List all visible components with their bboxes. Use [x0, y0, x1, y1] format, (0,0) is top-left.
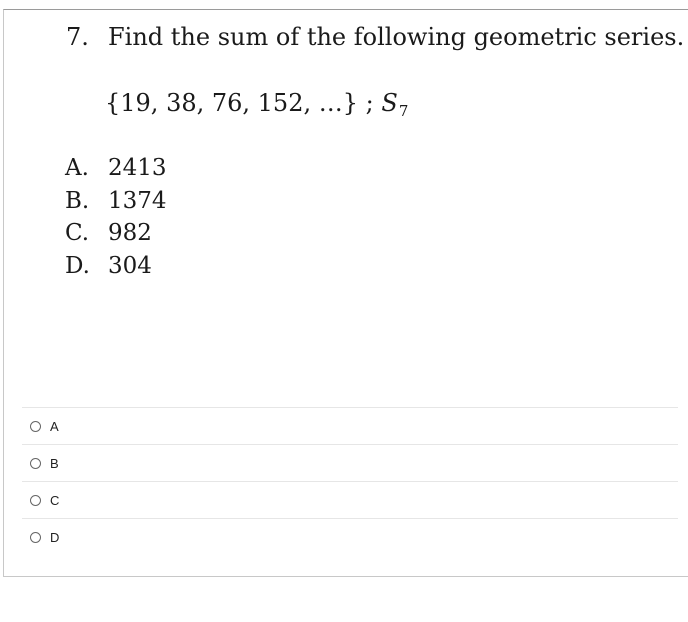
question-number: 7.	[66, 23, 89, 51]
choice-item	[65, 152, 167, 185]
choice-value: 304	[108, 252, 152, 279]
radio-button-c[interactable]	[30, 495, 41, 506]
choice-letter: A.	[65, 155, 89, 181]
choice-letter: B.	[65, 187, 90, 214]
series-expression	[105, 89, 408, 120]
choice-list	[65, 152, 167, 282]
sum-term	[381, 89, 409, 120]
sum-subscript: 7	[398, 102, 409, 120]
choice-item	[65, 185, 167, 218]
choice-letter: C.	[65, 220, 90, 246]
choice-letter: D.	[65, 252, 90, 279]
radio-button-d[interactable]	[30, 532, 41, 543]
answer-label-b[interactable]: B	[50, 455, 59, 471]
answer-option-d[interactable]	[22, 518, 678, 555]
question-card	[3, 9, 688, 577]
series-set: {19, 38, 76, 152, …} ;	[105, 89, 374, 117]
radio-button-a[interactable]	[30, 421, 41, 432]
answer-label-d[interactable]: D	[50, 529, 60, 545]
choice-value: 2413	[108, 155, 167, 181]
choice-item	[65, 250, 167, 283]
question-text: Find the sum of the following geometric series.	[108, 23, 685, 51]
answer-options	[22, 407, 678, 555]
answer-option-c[interactable]	[22, 481, 678, 518]
radio-button-b[interactable]	[30, 458, 41, 469]
answer-option-b[interactable]	[22, 444, 678, 481]
choice-value: 982	[108, 220, 152, 246]
answer-label-c[interactable]: C	[50, 492, 60, 508]
choice-value: 1374	[108, 187, 167, 214]
answer-label-a[interactable]: A	[50, 418, 59, 434]
sum-symbol: S	[381, 89, 398, 117]
choice-item	[65, 217, 167, 250]
answer-option-a[interactable]	[22, 407, 678, 444]
